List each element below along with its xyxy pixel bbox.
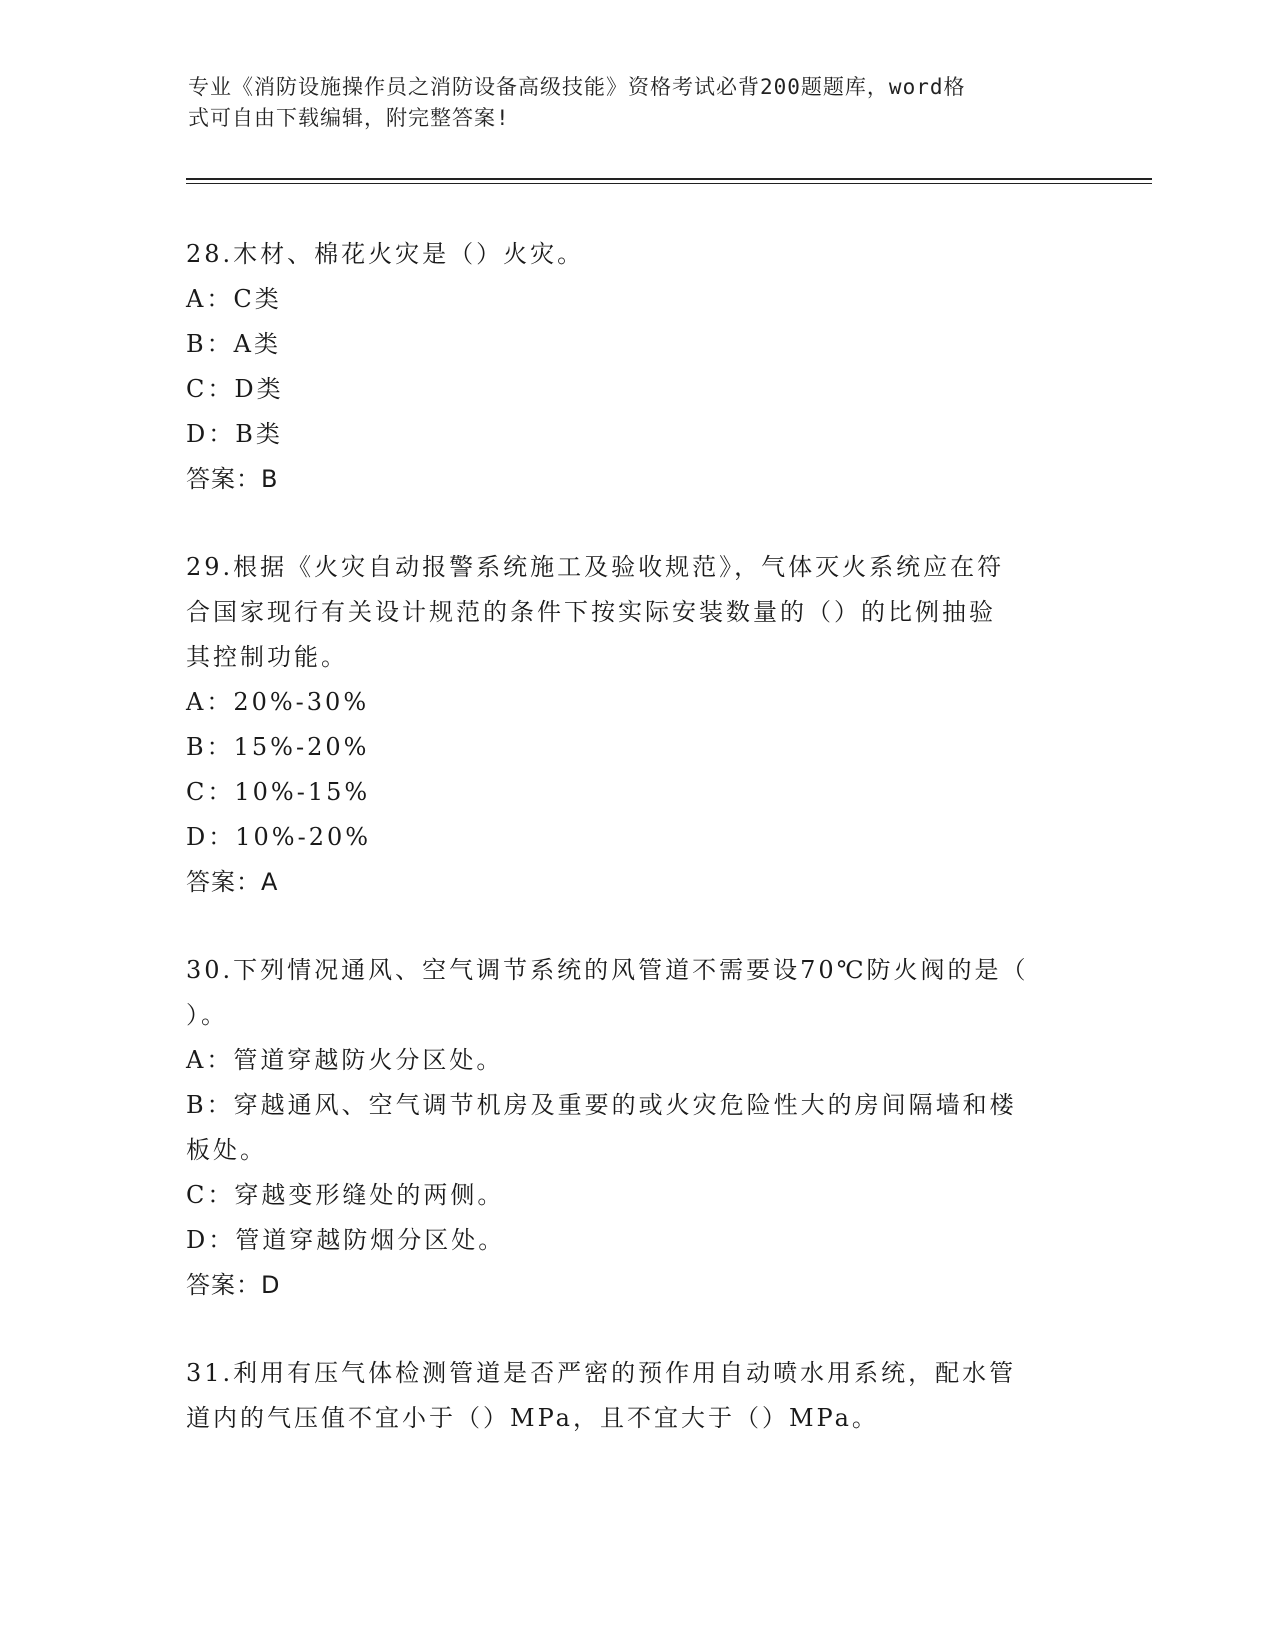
question-stem: 28.木材、棉花火灾是（）火灾。 bbox=[186, 240, 585, 268]
answer-label: 答案：A bbox=[186, 868, 279, 896]
answer-label: 答案：D bbox=[186, 1271, 281, 1299]
option-b: B：15%-20% bbox=[186, 733, 370, 761]
option-b-continued: 板处。 bbox=[186, 1136, 267, 1164]
header-line-1: 专业《消防设施操作员之消防设备高级技能》资格考试必背200题题库，word格 bbox=[188, 75, 966, 99]
document-header bbox=[188, 72, 1068, 134]
question-stem: 31.利用有压气体检测管道是否严密的预作用自动喷水用系统，配水管 bbox=[186, 1359, 1017, 1387]
option-c: C：10%-15% bbox=[186, 778, 371, 806]
header-line-2: 式可自由下载编辑，附完整答案! bbox=[188, 106, 510, 130]
option-a: A：20%-30% bbox=[186, 688, 370, 716]
question-stem: 其控制功能。 bbox=[186, 643, 348, 671]
option-a: A：C类 bbox=[186, 285, 282, 313]
option-c: C：D类 bbox=[186, 375, 284, 403]
option-d: D：管道穿越防烟分区处。 bbox=[186, 1226, 506, 1254]
question-31 bbox=[186, 1351, 1086, 1441]
question-stem: 30.下列情况通风、空气调节系统的风管道不需要设70℃防火阀的是（ bbox=[186, 956, 1029, 984]
question-stem: ）。 bbox=[186, 1001, 228, 1029]
question-30 bbox=[186, 948, 1086, 1308]
answer-label: 答案：B bbox=[186, 465, 279, 493]
option-d: D：10%-20% bbox=[186, 823, 372, 851]
header-divider-thick bbox=[186, 178, 1152, 180]
option-b: B：穿越通风、空气调节机房及重要的或火灾危险性大的房间隔墙和楼 bbox=[186, 1091, 1017, 1119]
option-c: C：穿越变形缝处的两侧。 bbox=[186, 1181, 505, 1209]
question-28 bbox=[186, 232, 1086, 502]
question-stem: 道内的气压值不宜小于（）MPa，且不宜大于（）MPa。 bbox=[186, 1404, 879, 1432]
question-29 bbox=[186, 545, 1086, 905]
option-b: B：A类 bbox=[186, 330, 281, 358]
header-divider-thin bbox=[186, 183, 1152, 184]
question-list bbox=[186, 232, 1086, 1484]
option-a: A：管道穿越防火分区处。 bbox=[186, 1046, 504, 1074]
question-stem: 合国家现行有关设计规范的条件下按实际安装数量的（）的比例抽验 bbox=[186, 598, 996, 626]
question-stem: 29.根据《火灾自动报警系统施工及验收规范》，气体灭火系统应在符 bbox=[186, 553, 1005, 581]
option-d: D：B类 bbox=[186, 420, 283, 448]
